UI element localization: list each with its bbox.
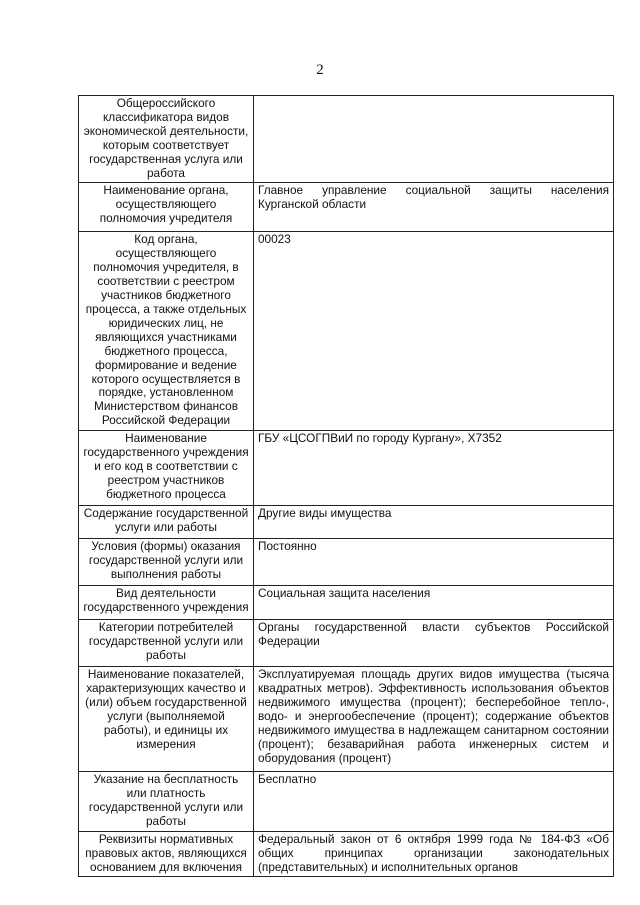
row-label: Код органа, осуществляющего полномочия учредителя, в соответствии с реестром участников бюджетного процесса, а также отдельных юридических лиц, не являющихся участниками бюджетного процесса, формирование и ведение которого осуществляется в порядке, установленном Министерством финансов Российской Федерации — [79, 232, 254, 431]
row-value: Бесплатно — [254, 772, 614, 832]
service-table — [78, 95, 614, 877]
table-row — [79, 772, 614, 832]
row-label: Наименование показателей, характеризующих качество и (или) объем государственной услуги (выполняемой работы), и единицы их измерения — [79, 667, 254, 772]
row-label: Содержание государственной услуги или работы — [79, 506, 254, 539]
table-row — [79, 431, 614, 506]
table-row — [79, 506, 614, 539]
table-row — [79, 96, 614, 183]
row-value: 00023 — [254, 232, 614, 431]
row-value: Социальная защита населения — [254, 586, 614, 620]
row-value: Эксплуатируемая площадь других видов имущества (тысяча квадратных метров). Эффективность использования объектов недвижимого имущества (процент); бесперебойное тепло-, водо- и энергообеспечение (процент); содержание объектов недвижимого имущества в надлежащем санитарном состоянии (процент); безаварийная работа инженерных систем и оборудования (процент) — [254, 667, 614, 772]
row-label: Вид деятельности государственного учреждения — [79, 586, 254, 620]
row-value: Органы государственной власти субъектов Российской Федерации — [254, 620, 614, 667]
row-label: Наименование органа, осуществляющего полномочия учредителя — [79, 183, 254, 232]
row-label: Условия (формы) оказания государственной услуги или выполнения работы — [79, 539, 254, 586]
page-number: 2 — [316, 62, 324, 78]
table-row — [79, 539, 614, 586]
row-value — [254, 96, 614, 183]
row-label: Реквизиты нормативных правовых актов, являющихся основанием для включения — [79, 831, 254, 877]
row-value: Федеральный закон от 6 октября 1999 года № 184-ФЗ «Об общих принципах организации законодательных (представительных) и исполнительных органов — [254, 831, 614, 877]
row-label: Указание на бесплатность или платность государственной услуги или работы — [79, 772, 254, 832]
row-value: Другие виды имущества — [254, 506, 614, 539]
row-value: ГБУ «ЦСОГПВиИ по городу Кургану», Х7352 — [254, 431, 614, 506]
table-row — [79, 586, 614, 620]
table-row — [79, 667, 614, 772]
table-row — [79, 232, 614, 431]
row-value: Главное управление социальной защиты населения Курганской области — [254, 183, 614, 232]
row-value: Постоянно — [254, 539, 614, 586]
row-label: Общероссийского классификатора видов экономической деятельности, которым соответствует государственная услуга или работа — [79, 96, 254, 183]
table-row — [79, 620, 614, 667]
row-label: Наименование государственного учреждения и его код в соответствии с реестром участников бюджетного процесса — [79, 431, 254, 506]
row-label: Категории потребителей государственной услуги или работы — [79, 620, 254, 667]
table-row — [79, 183, 614, 232]
table-row — [79, 831, 614, 877]
